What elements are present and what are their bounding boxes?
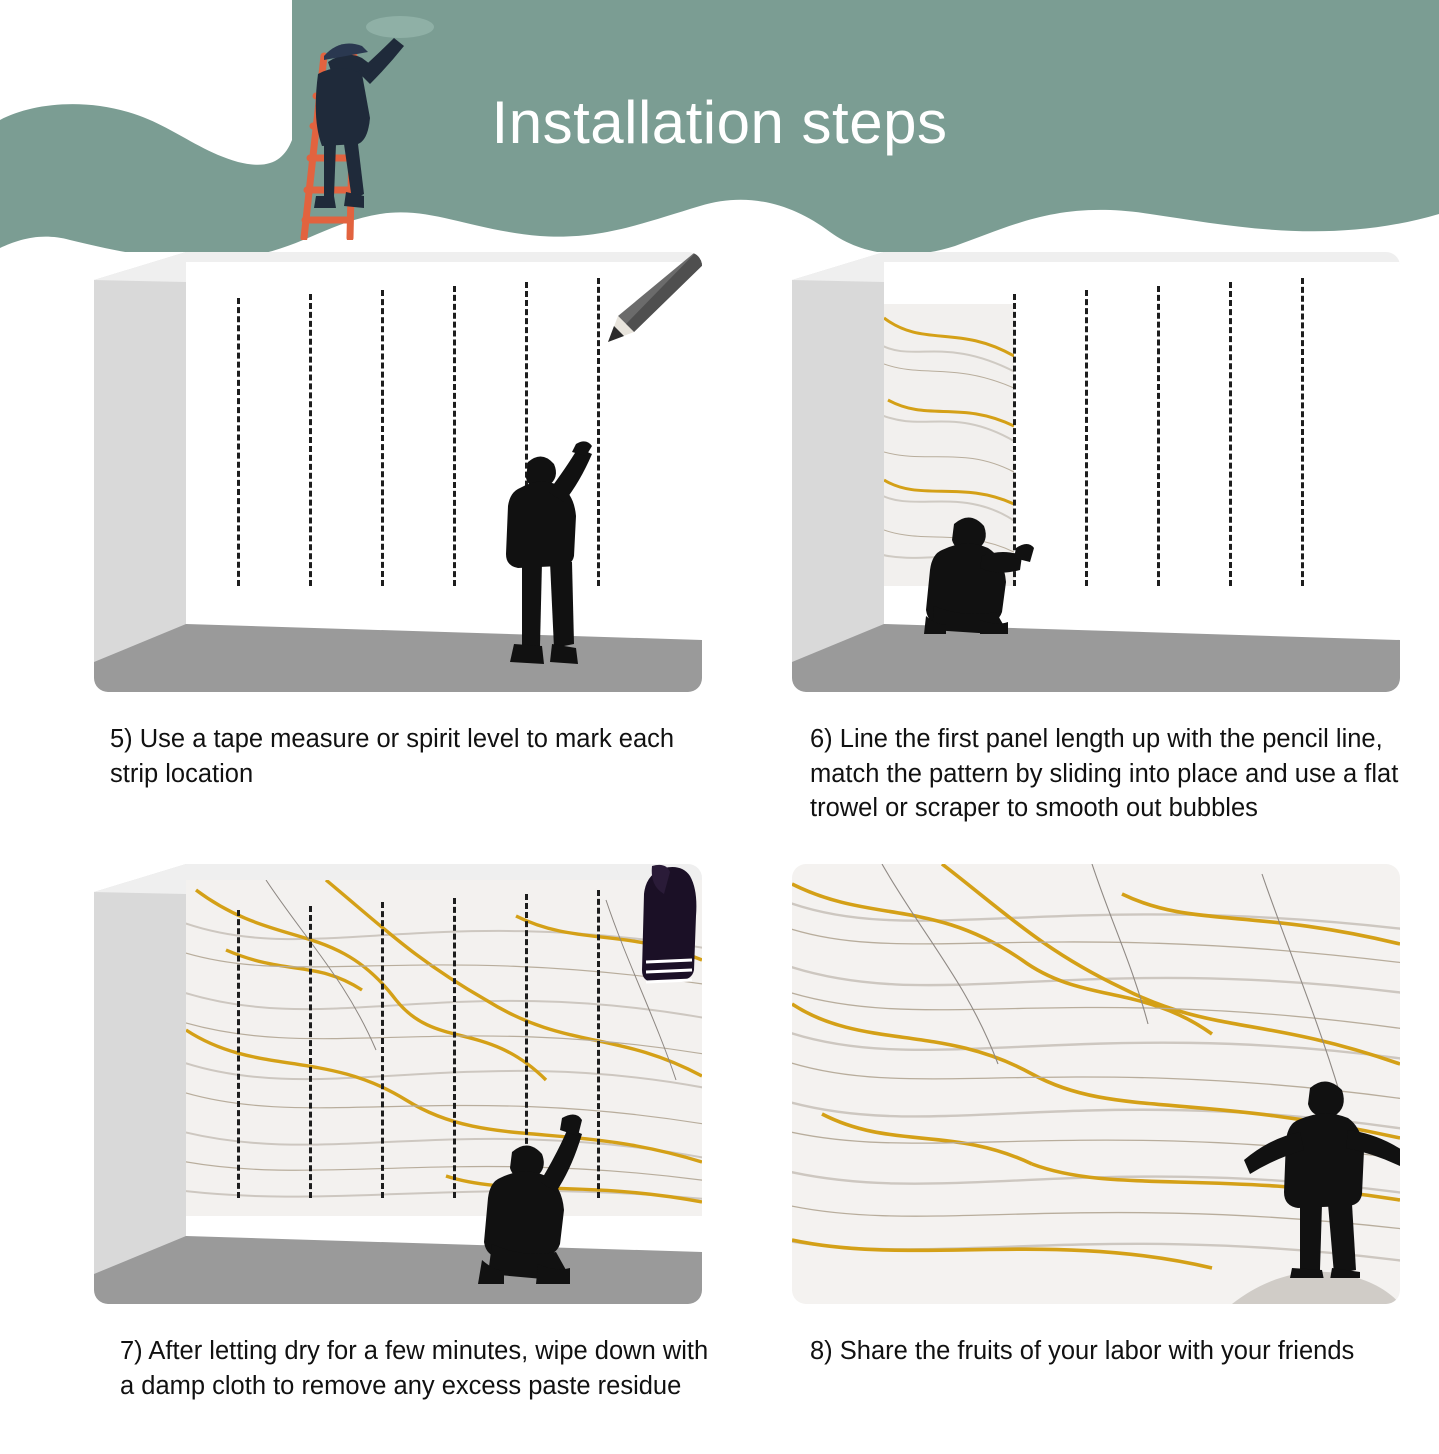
pencil-icon bbox=[582, 252, 702, 352]
step-7-scene bbox=[94, 864, 702, 1304]
page-title: Installation steps bbox=[491, 89, 948, 156]
strip-line bbox=[453, 286, 456, 586]
towel-icon bbox=[592, 864, 702, 1014]
strip-line bbox=[381, 290, 384, 586]
step-6-scene bbox=[792, 252, 1400, 692]
header-banner bbox=[0, 0, 1439, 270]
strip-line bbox=[381, 902, 384, 1198]
step-6-caption: 6) Line the first panel length up with the pencil line, match the pattern by sliding into place and use a flat trowel or scraper to smooth out bubbles bbox=[810, 725, 1399, 823]
person-applying-panel-silhouette bbox=[920, 504, 1060, 634]
strip-line bbox=[237, 298, 240, 586]
strip-line bbox=[237, 910, 240, 1198]
step-6-panel bbox=[792, 252, 1400, 823]
person-arms-open-silhouette bbox=[1244, 1066, 1400, 1278]
strip-line bbox=[1229, 282, 1232, 586]
left-side-wall bbox=[792, 252, 884, 692]
step-7-panel bbox=[94, 864, 709, 1400]
strip-line bbox=[309, 906, 312, 1198]
step-5-caption: 5) Use a tape measure or spirit level to mark each strip location bbox=[110, 725, 675, 788]
step-7-caption: 7) After letting dry for a few minutes, wipe down with a damp cloth to remove any excess paste residue bbox=[120, 1337, 709, 1400]
person-marking-wall-silhouette bbox=[480, 434, 610, 684]
step-8-caption: 8) Share the fruits of your labor with your friends bbox=[810, 1337, 1355, 1365]
strip-line bbox=[309, 294, 312, 586]
strip-line bbox=[453, 898, 456, 1198]
strip-line bbox=[1085, 290, 1088, 586]
strip-line bbox=[1301, 278, 1304, 586]
strip-line bbox=[1157, 286, 1160, 586]
person-wiping-wall-silhouette bbox=[466, 1104, 616, 1304]
left-side-wall bbox=[94, 864, 186, 1304]
step-8-scene bbox=[792, 864, 1400, 1304]
step-8-panel bbox=[792, 864, 1400, 1365]
left-side-wall bbox=[94, 252, 186, 692]
step-5-panel bbox=[94, 252, 702, 788]
step-5-scene bbox=[94, 252, 702, 692]
